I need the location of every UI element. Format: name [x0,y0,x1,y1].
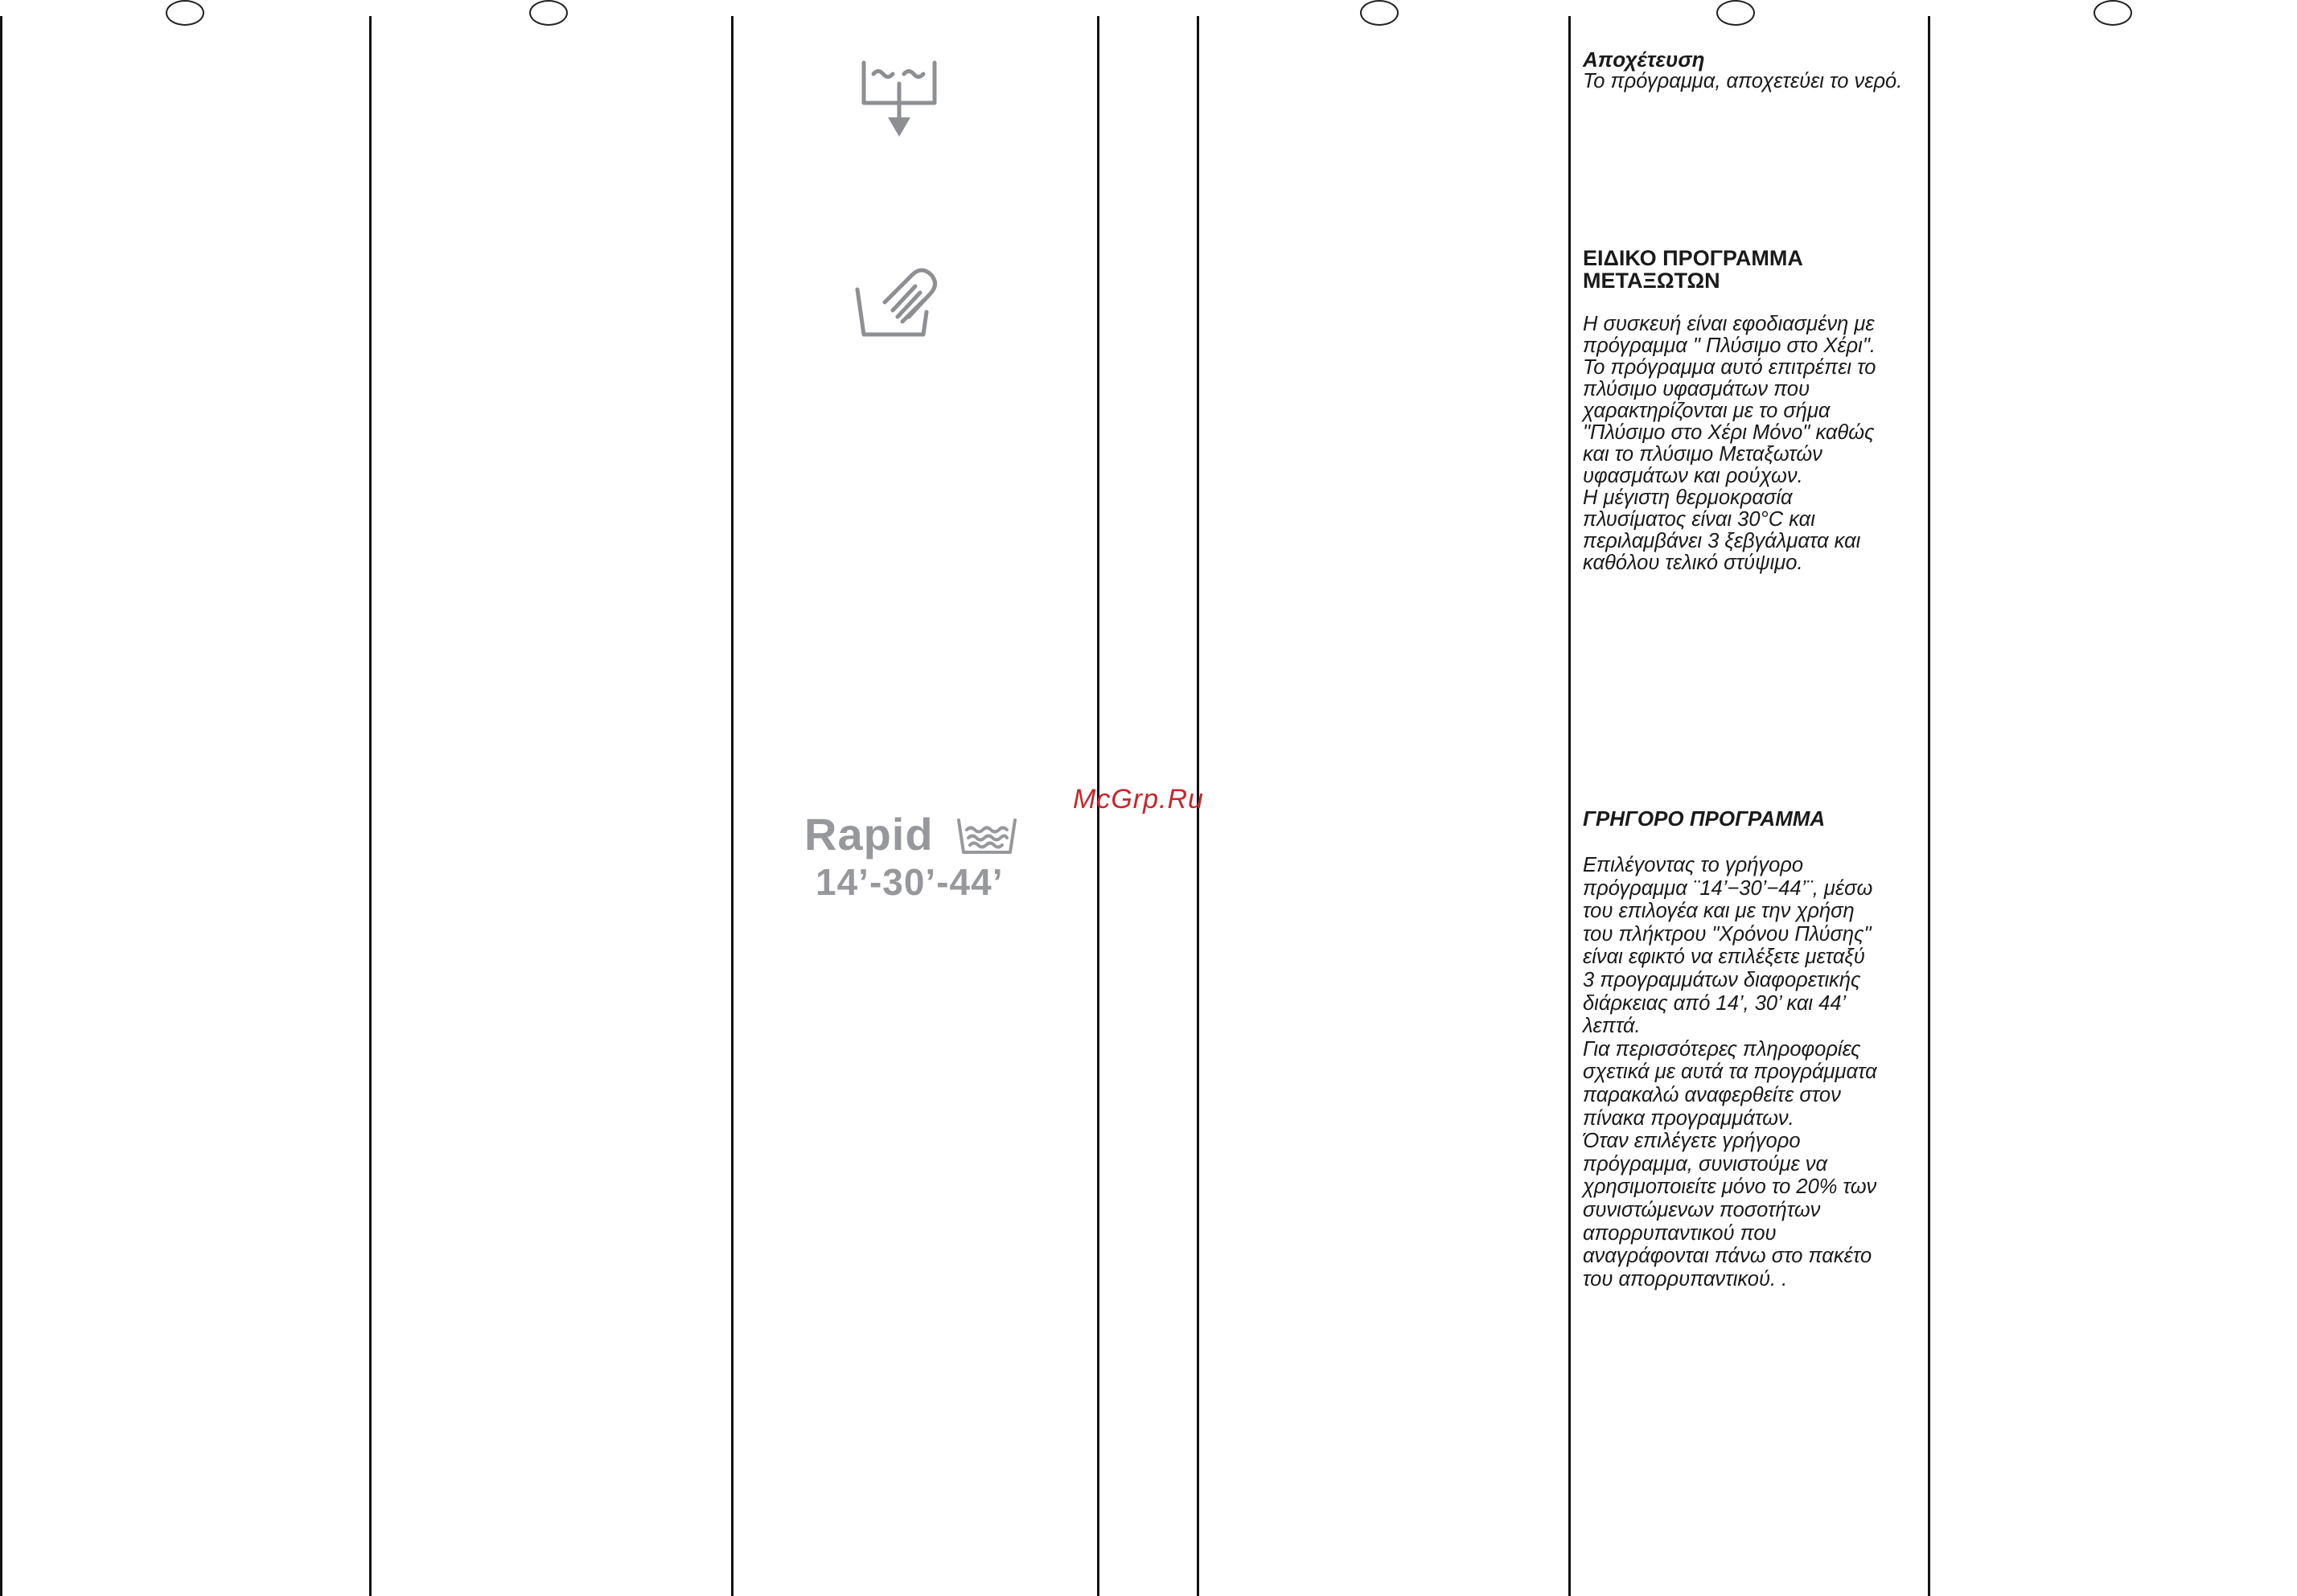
rapid-body-line: του επιλογέα και με την χρήση [1583,900,1855,923]
silk-body-line: πλυσίματος είναι 30°C και [1583,508,1815,531]
silk-body-line: και το πλύσιμο Μεταξωτών [1583,443,1822,466]
rapid-program-icon [804,809,1029,909]
registration-mark [2094,0,2132,26]
silk-body-line: περιλαμβάνει 3 ξεβγάλματα και [1583,530,1861,552]
silk-body-line: Η συσκευή είναι εφοδιασμένη με [1583,313,1875,335]
registration-mark [1360,0,1399,26]
silk-body-line: Η μέγιστη θερμοκρασία [1583,486,1793,509]
column-divider-3 [731,16,733,1596]
silk-section [1583,247,1919,574]
rapid-body-line: συνιστώμενων ποσοτήτων [1583,1198,1821,1221]
rapid-body-line: είναι εφικτό να επιλέξετε μεταξύ [1583,946,1865,969]
rapid-body-line: λεπτά. [1583,1015,1641,1038]
drain-icon [857,56,941,140]
registration-mark [529,0,568,26]
rapid-title: ΓΡΗΓΟΡΟ ΠΡΟΓΡΑΜΜΑ [1583,806,1826,831]
rapid-body-line: πρόγραμμα ¨14’−30’−44’¨, μέσω [1583,876,1873,900]
rapid-section [1583,807,1919,1290]
rapid-body-line: του απορρυπαντικού. . [1583,1267,1788,1290]
silk-body-line: πρόγραμμα " Πλύσιμο στο Χέρι". [1583,334,1876,357]
silk-body-line: Το πρόγραμμα αυτό επιτρέπει το [1583,356,1876,379]
column-divider-1 [0,16,2,1596]
registration-mark [166,0,204,26]
silk-body-line: πλύσιμο υφασμάτων που [1583,378,1810,400]
drain-body: Το πρόγραμμα, αποχετεύει το νερό. [1583,70,1903,92]
rapid-body-line: πίνακα προγραμμάτων. [1583,1106,1794,1130]
column-divider-2 [369,16,372,1596]
rapid-body-line: χρησιμοποιείτε μόνο το 20% των [1583,1175,1877,1199]
drain-section [1583,48,1919,92]
silk-body-line: υφασμάτων και ρούχων. [1583,465,1803,487]
rapid-body-line: απορρυπαντικού που [1583,1221,1777,1245]
drain-title: Αποχέτευση [1583,47,1705,72]
rapid-body-line: σχετικά με αυτά τα προγράμματα [1583,1061,1877,1084]
rapid-body-line: παρακαλώ αναφερθείτε στον [1583,1083,1841,1106]
silk-body-line: "Πλύσιμο στο Χέρι Μόνο" καθώς [1583,421,1875,444]
silk-title-line-1: ΕΙΔΙΚΟ ΠΡΟΓΡΑΜΜΑ [1583,246,1803,270]
rapid-word: Rapid [804,809,934,860]
silk-body-line: χαρακτηρίζονται με το σήμα [1583,400,1831,422]
registration-mark [1716,0,1755,26]
watermark: McGrp.Ru [1073,784,1204,814]
column-divider-6 [1568,16,1571,1596]
rapid-body-line: 3 προγραμμάτων διαφορετικής [1583,968,1861,991]
rapid-body-line: Επιλέγοντας το γρήγορο [1583,854,1804,876]
hand-wash-icon [853,262,941,339]
rapid-body-line: αναγράφονται πάνω στο πακέτο [1583,1245,1872,1268]
wash-basin-icon [955,817,1018,855]
rapid-body-line: Όταν επιλέγετε γρήγορο [1583,1130,1801,1153]
column-divider-7 [1928,16,1930,1596]
rapid-body-line: πρόγραμμα, συνιστούμε να [1583,1152,1828,1175]
rapid-body-line: διάρκειας από 14’, 30’ και 44’ [1583,991,1847,1015]
rapid-times: 14’-30’-44’ [816,861,1004,903]
silk-body-line: καθόλου τελικό στύψιμο. [1583,552,1803,574]
rapid-body-line: του πλήκτρου "Χρόνου Πλύσης" [1583,922,1872,946]
rapid-body-line: Για περισσότερες πληροφορίες [1583,1037,1861,1061]
silk-title-line-2: ΜΕΤΑΞΩΤΩΝ [1583,269,1720,293]
